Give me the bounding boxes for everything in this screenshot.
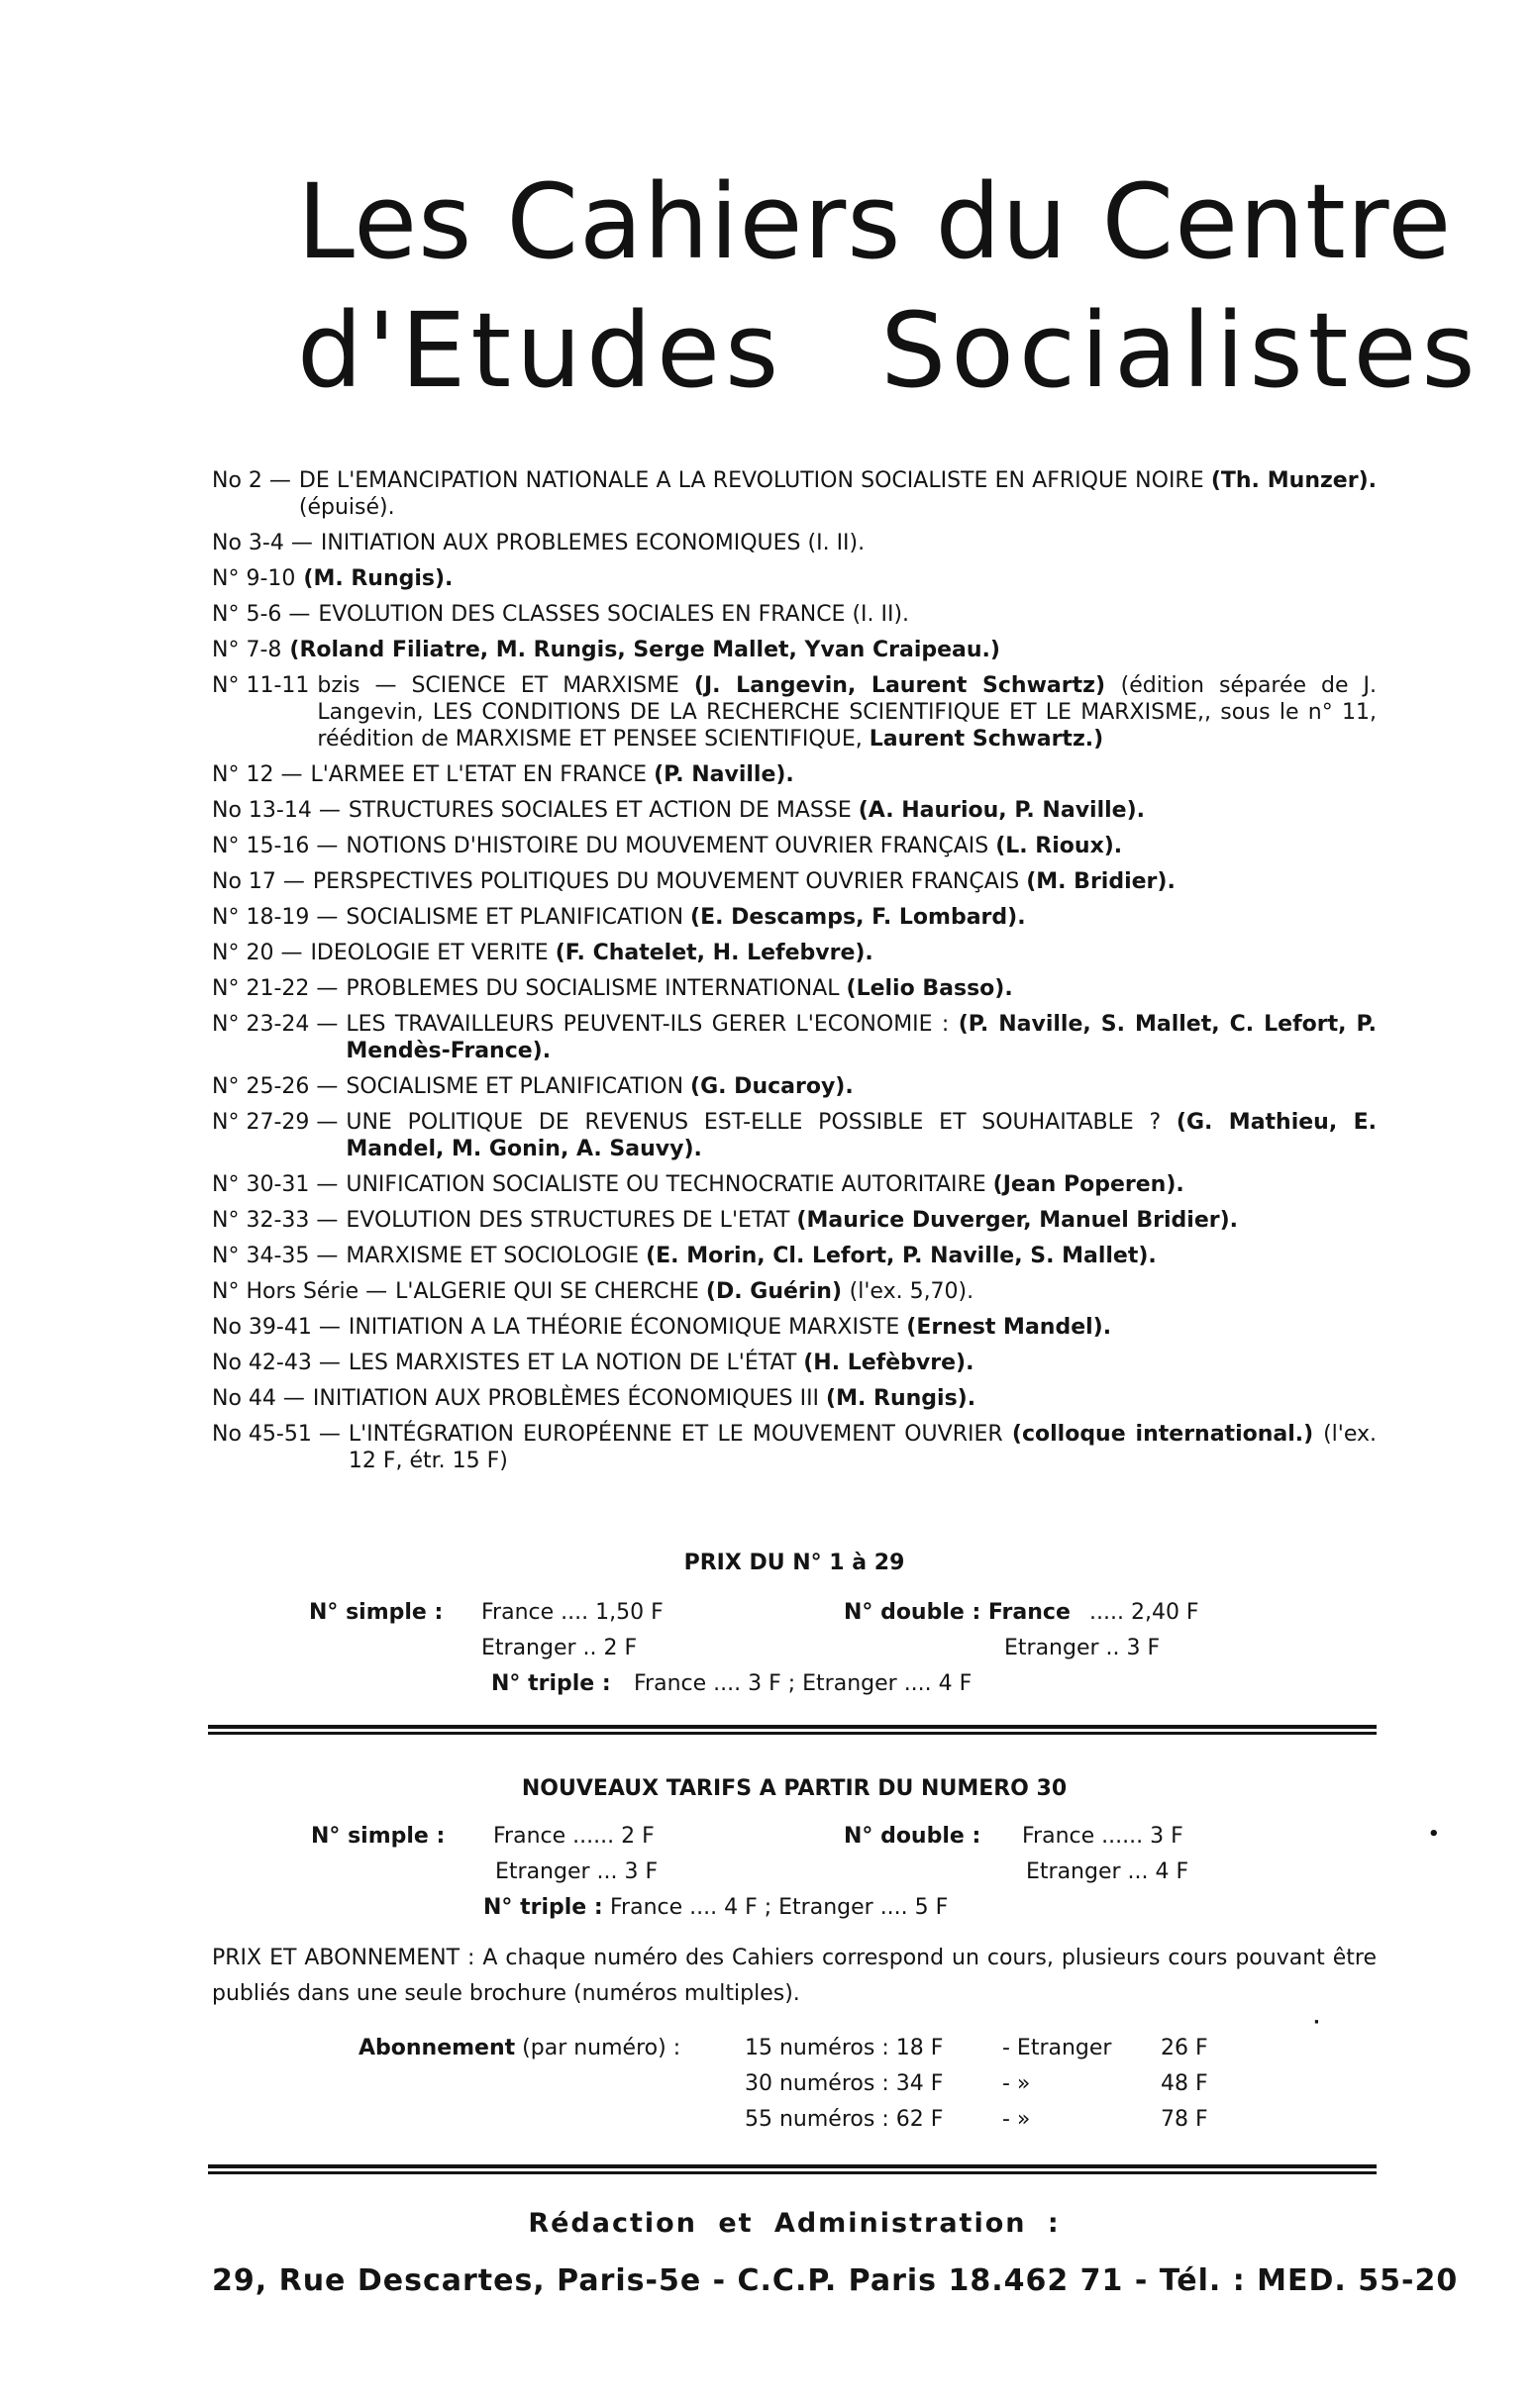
issue-number: N° 9-10 xyxy=(212,566,296,591)
issue-title: EVOLUTION DES CLASSES SOCIALES EN FRANCE (I. II). xyxy=(318,602,910,627)
subscription-label-note: (par numéro) : xyxy=(522,2036,681,2060)
issue-authors: (D. Guérin) xyxy=(705,1279,850,1304)
issue-description xyxy=(346,1073,1377,1100)
issue-description xyxy=(346,833,1377,859)
issue-authors: Laurent Schwartz.) xyxy=(869,727,1104,752)
subscription-foreign: 78 F xyxy=(1161,2107,1208,2132)
issue-title: L'ALGERIE QUI SE CHERCHE xyxy=(395,1279,706,1304)
issue-entry xyxy=(212,1350,1377,1376)
issue-entry xyxy=(212,1011,1377,1064)
issue-number: No 2 — xyxy=(212,468,291,493)
old-double-etranger: Etranger .. 3 F xyxy=(1004,1636,1161,1660)
subscription-label-bold: Abonnement xyxy=(359,2036,516,2060)
issue-title: INITIATION A LA THÉORIE ÉCONOMIQUE MARXISTE xyxy=(348,1315,907,1340)
issue-description xyxy=(346,1011,1377,1064)
issue-entry xyxy=(212,1207,1377,1234)
issue-entry xyxy=(212,1109,1377,1162)
issue-entry xyxy=(212,1385,1377,1412)
issue-number: No 42-43 — xyxy=(212,1351,341,1375)
issue-entry xyxy=(212,467,1377,521)
issue-title: NOTIONS D'HISTOIRE DU MOUVEMENT OUVRIER FRANÇAIS xyxy=(346,834,996,858)
issue-authors: (G. Ducaroy). xyxy=(690,1074,854,1099)
issue-title: MARXISME ET SOCIOLOGIE xyxy=(346,1244,647,1268)
issue-entry xyxy=(212,1073,1377,1100)
issue-description xyxy=(349,1314,1377,1341)
issue-entry xyxy=(212,797,1377,824)
issue-title: SOCIALISME ET PLANIFICATION xyxy=(346,1074,691,1099)
issue-authors: (A. Hauriou, P. Naville). xyxy=(858,798,1145,823)
issue-authors: (E. Descamps, F. Lombard). xyxy=(690,905,1026,930)
subscription-sep: - » xyxy=(1002,2107,1031,2132)
issue-description xyxy=(346,975,1377,1002)
issue-description xyxy=(349,1421,1377,1474)
new-triple-text: France .... 4 F ; Etranger .... 5 F xyxy=(610,1895,949,1920)
subscription-label xyxy=(359,2036,680,2060)
issue-authors: (Jean Poperen). xyxy=(992,1172,1184,1197)
issue-number: N° 18-19 — xyxy=(212,905,339,930)
issue-description xyxy=(395,1278,1377,1305)
issue-authors: (G. Mathieu, E. Mandel, M. Gonin, A. Sauvy). xyxy=(346,1110,1377,1161)
issue-description xyxy=(310,940,1377,966)
issue-entry xyxy=(212,904,1377,931)
subscription-foreign: 26 F xyxy=(1161,2036,1208,2060)
issue-description xyxy=(313,868,1377,895)
issue-title: PERSPECTIVES POLITIQUES DU MOUVEMENT OUVRIER FRANÇAIS xyxy=(312,869,1027,894)
issue-description xyxy=(349,797,1377,824)
issue-entry xyxy=(212,940,1377,966)
issue-entry xyxy=(212,1314,1377,1341)
issue-authors: (M. Rungis). xyxy=(303,566,454,591)
new-simple-etranger: Etranger ... 3 F xyxy=(495,1859,659,1884)
footer-address: 29, Rue Descartes, Paris-5e - C.C.P. Paris 18.462 71 - Tél. : MED. 55-20 xyxy=(212,2263,1459,2298)
subscription-count: 55 numéros : 62 F xyxy=(745,2107,944,2132)
issue-description xyxy=(310,761,1377,788)
issue-authors: (E. Morin, Cl. Lefort, P. Naville, S. Mallet). xyxy=(646,1244,1157,1268)
issue-title: L'INTÉGRATION EUROPÉENNE ET LE MOUVEMENT OUVRIER xyxy=(348,1422,1012,1447)
issue-number: N° 11-11 xyxy=(212,673,310,698)
issue-number: N° 7-8 xyxy=(212,638,282,662)
old-prices-heading: PRIX DU N° 1 à 29 xyxy=(683,1551,905,1575)
footer-heading: Rédaction et Administration : xyxy=(528,2208,1061,2239)
new-double-france: France ...... 3 F xyxy=(1022,1824,1183,1849)
new-triple-label: N° triple : xyxy=(483,1895,603,1920)
old-triple-text: France .... 3 F ; Etranger .... 4 F xyxy=(634,1671,973,1696)
issue-title: L'ARMEE ET L'ETAT EN FRANCE xyxy=(310,762,655,787)
issue-description xyxy=(349,1350,1377,1376)
issue-authors: (Roland Filiatre, M. Rungis, Serge Mallet, Yvan Craipeau.) xyxy=(289,638,1000,662)
issue-authors: (colloque international.) xyxy=(1011,1422,1324,1447)
issue-title: DE L'EMANCIPATION NATIONALE A LA REVOLUTION SOCIALISTE EN AFRIQUE NOIRE xyxy=(298,468,1211,493)
issue-number: N° 23-24 — xyxy=(212,1012,339,1037)
issue-description xyxy=(317,672,1377,752)
issue-number: N° 20 — xyxy=(212,941,303,965)
issue-title: UNE POLITIQUE DE REVENUS EST-ELLE POSSIBLE ET SOUHAITABLE ? xyxy=(346,1110,1177,1135)
old-double-france: ..... 2,40 F xyxy=(1089,1600,1199,1625)
issue-authors: (P. Naville). xyxy=(654,762,794,787)
issue-description xyxy=(346,904,1377,931)
issue-description xyxy=(346,1171,1377,1198)
issue-title: INITIATION AUX PROBLEMES ECONOMIQUES (I. II). xyxy=(320,531,866,555)
issue-entry xyxy=(212,975,1377,1002)
subscription-foreign: 48 F xyxy=(1161,2071,1208,2096)
issue-title: INITIATION AUX PROBLÈMES ÉCONOMIQUES III xyxy=(312,1386,827,1411)
subscription-sep: - Etranger xyxy=(1002,2036,1112,2060)
issue-note: (épuisé). xyxy=(298,495,395,520)
issue-authors: (Th. Munzer). xyxy=(1210,468,1377,493)
issue-note: (édition séparée de J. Langevin, LES CONDITIONS DE LA RECHERCHE SCIENTIFIQUE ET LE MARXISME,, sous le n° 11, réédition de MARXISME ET PENSEE SCIENTIFIQUE, xyxy=(317,673,1378,752)
new-simple-france: France ...... 2 F xyxy=(493,1824,655,1849)
issue-authors: (M. Rungis). xyxy=(826,1386,976,1411)
issue-authors: (Lelio Basso). xyxy=(846,976,1013,1001)
issue-title: EVOLUTION DES STRUCTURES DE L'ETAT xyxy=(346,1208,797,1233)
issue-authors: (F. Chatelet, H. Lefebvre). xyxy=(555,941,873,965)
issue-entry xyxy=(212,1278,1377,1305)
subscription-sep: - » xyxy=(1002,2071,1031,2096)
issue-title: PROBLEMES DU SOCIALISME INTERNATIONAL xyxy=(346,976,847,1001)
old-simple-label: N° simple : xyxy=(309,1600,444,1625)
issue-authors: (H. Lefèbvre). xyxy=(803,1351,974,1375)
new-double-etranger: Etranger ... 4 F xyxy=(1026,1859,1189,1884)
issue-entry xyxy=(212,530,1377,556)
subscription-count: 15 numéros : 18 F xyxy=(745,2036,944,2060)
issue-title: bzis — SCIENCE ET MARXISME xyxy=(317,673,694,698)
issue-number: N° 25-26 — xyxy=(212,1074,339,1099)
issue-number: No 44 — xyxy=(212,1386,305,1411)
page-subtitle: d'Etudes Socialistes xyxy=(297,290,1481,411)
issue-number: No 45-51 — xyxy=(212,1422,341,1447)
scan-speck-1: • xyxy=(1428,1824,1440,1845)
issue-authors: (M. Bridier). xyxy=(1026,869,1176,894)
issue-entry xyxy=(212,761,1377,788)
divider-1 xyxy=(208,1725,1377,1735)
subscription-count: 30 numéros : 34 F xyxy=(745,2071,944,2096)
issue-title: LES MARXISTES ET LA NOTION DE L'ÉTAT xyxy=(348,1351,804,1375)
old-simple-etranger: Etranger .. 2 F xyxy=(481,1636,638,1660)
divider-2 xyxy=(208,2164,1377,2174)
issue-title: LES TRAVAILLEURS PEUVENT-ILS GERER L'ECONOMIE : xyxy=(346,1012,959,1037)
issue-entry xyxy=(212,1421,1377,1474)
issue-number: N° 12 — xyxy=(212,762,303,787)
old-double-label: N° double : France xyxy=(844,1600,1071,1625)
page-title: Les Cahiers du Centre xyxy=(297,161,1453,282)
issue-title: UNIFICATION SOCIALISTE OU TECHNOCRATIE AUTORITAIRE xyxy=(346,1172,993,1197)
issue-authors: (L. Rioux). xyxy=(995,834,1123,858)
issue-number: No 13-14 — xyxy=(212,798,341,823)
issue-number: N° 32-33 — xyxy=(212,1208,339,1233)
issue-note: (l'ex. 5,70). xyxy=(849,1279,974,1304)
issue-number: N° 34-35 — xyxy=(212,1244,339,1268)
issue-entry xyxy=(212,672,1377,752)
issue-list xyxy=(212,467,1377,1483)
issue-number: N° 27-29 — xyxy=(212,1110,339,1135)
issue-authors: (Ernest Mandel). xyxy=(906,1315,1112,1340)
issue-title: SOCIALISME ET PLANIFICATION xyxy=(346,905,691,930)
new-double-label: N° double : xyxy=(844,1824,981,1849)
issue-number: N° Hors Série — xyxy=(212,1279,388,1304)
subscription-paragraph: PRIX ET ABONNEMENT : A chaque numéro des Cahiers correspond un cours, plusieurs cours pouvant être publiés dans une seule brochure (numéros multiples). xyxy=(212,1946,1377,2006)
issue-number: No 17 — xyxy=(212,869,305,894)
issue-description xyxy=(321,530,1377,556)
issue-entry xyxy=(212,833,1377,859)
issue-description xyxy=(346,1243,1377,1269)
new-simple-label: N° simple : xyxy=(311,1824,446,1849)
old-simple-france: France .... 1,50 F xyxy=(481,1600,664,1625)
issue-number: N° 21-22 — xyxy=(212,976,339,1001)
issue-entry xyxy=(212,601,1377,628)
issue-description xyxy=(318,601,1377,628)
issue-entry xyxy=(212,1171,1377,1198)
scan-speck-2: · xyxy=(1313,2012,1320,2033)
issue-description xyxy=(313,1385,1377,1412)
issue-note: (l'ex. 12 F, étr. 15 F) xyxy=(348,1422,1377,1473)
issue-authors: (P. Naville, S. Mallet, C. Lefort, P. Mendès-France). xyxy=(346,1012,1377,1063)
old-triple-label: N° triple : xyxy=(491,1671,611,1696)
issue-title: IDEOLOGIE ET VERITE xyxy=(310,941,556,965)
issue-number: N° 30-31 — xyxy=(212,1172,339,1197)
issue-entry xyxy=(212,565,1377,592)
issue-number: N° 15-16 — xyxy=(212,834,339,858)
issue-authors: (Maurice Duverger, Manuel Bridier). xyxy=(796,1208,1239,1233)
new-prices-heading: NOUVEAUX TARIFS A PARTIR DU NUMERO 30 xyxy=(521,1776,1068,1801)
issue-description xyxy=(346,1207,1377,1234)
issue-description xyxy=(299,467,1377,521)
issue-number: No 39-41 — xyxy=(212,1315,341,1340)
issue-entry xyxy=(212,868,1377,895)
issue-title: STRUCTURES SOCIALES ET ACTION DE MASSE xyxy=(348,798,859,823)
issue-entry xyxy=(212,637,1377,663)
issue-authors: (J. Langevin, Laurent Schwartz) xyxy=(693,673,1121,698)
issue-number: N° 5-6 — xyxy=(212,602,311,627)
issue-description xyxy=(303,565,1377,592)
issue-number: No 3-4 — xyxy=(212,531,313,555)
issue-description xyxy=(289,637,1377,663)
issue-entry xyxy=(212,1243,1377,1269)
issue-description xyxy=(346,1109,1377,1162)
